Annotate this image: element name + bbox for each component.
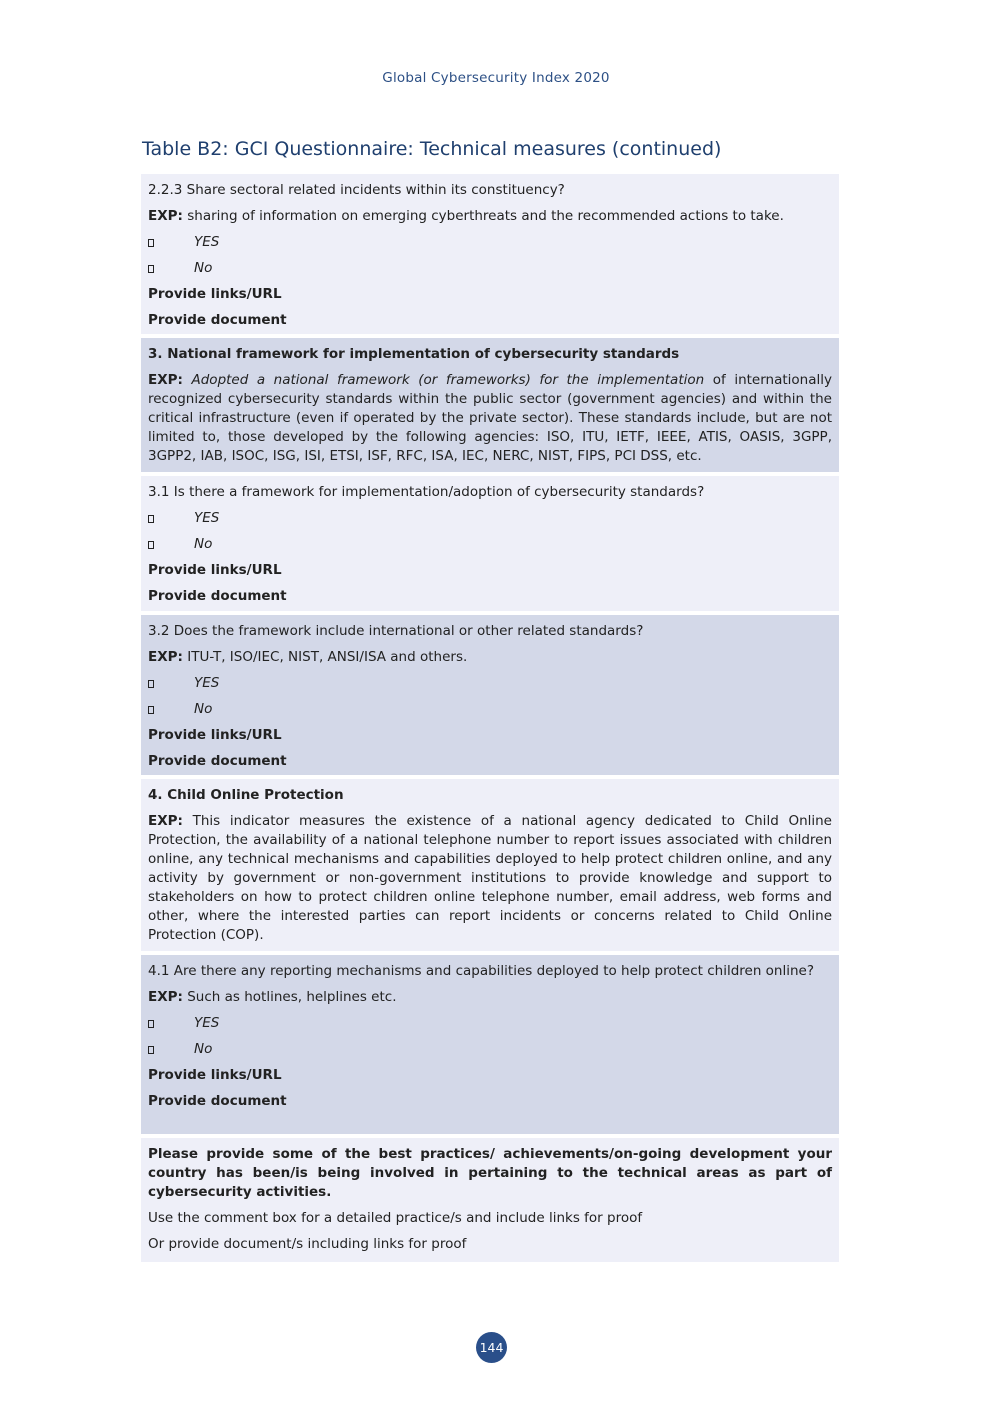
- option-yes-label: YES: [194, 510, 220, 526]
- exp-label: EXP:: [148, 372, 183, 388]
- section-4-heading: 4. Child Online Protection: [148, 787, 344, 803]
- table-title: Table B2: GCI Questionnaire: Technical measures (continued): [142, 138, 722, 160]
- exp-label: EXP:: [148, 208, 183, 224]
- provide-links: Provide links/URL: [148, 562, 282, 578]
- exp-label: EXP:: [148, 989, 183, 1005]
- section-4-exp-text: This indicator measures the existence of a national agency dedicated to Child Online Protection, the availability of a national telephone number to report issues associated with children online, any technical mechanisms and capabilities deployed to help protect children online, and any activity by government or non-government institutions to provide knowledge and support to stakeholders on how to protect children online telephone number, email address, web forms and other, where the interested parties can report incidents or concerns related to Child Online Protection (COP).: [148, 813, 832, 943]
- section-3-block: [141, 338, 839, 472]
- question-2-2-3-block: [141, 174, 839, 334]
- section-3-exp-rest: of internationally recognized cybersecurity standards within the public sector (government agencies) and within the critical infrastructure (even if operated by the private sector). These standards include, but are not limited to, those developed by the following agencies: ISO, ITU, IETF, IEEE, ATIS, OASIS, 3GPP, 3GPP2, IAB, ISOC, ISG, ISI, ETSI, ISF, RFC, ISA, IEC, NERC, NIST, FIPS, PCI DSS, etc.: [148, 372, 833, 464]
- exp-text: sharing of information on emerging cyberthreats and the recommended actions to take.: [187, 208, 784, 224]
- best-practices-document: Or provide document/s including links for proof: [148, 1236, 467, 1252]
- option-no[interactable]: [148, 700, 832, 719]
- provide-links: Provide links/URL: [148, 286, 282, 302]
- question-4-1-exp: [148, 988, 832, 1007]
- exp-label: EXP:: [148, 649, 183, 665]
- question-2-2-3-exp: [148, 207, 832, 226]
- option-yes-label: YES: [194, 675, 220, 691]
- questionnaire-table: [141, 174, 839, 1266]
- option-no[interactable]: [148, 535, 832, 554]
- page-number-badge: 144: [476, 1332, 507, 1363]
- exp-text: ITU-T, ISO/IEC, NIST, ANSI/ISA and others.: [187, 649, 468, 665]
- option-no-label: No: [194, 260, 213, 276]
- provide-document: Provide document: [148, 312, 287, 328]
- checkbox[interactable]: [148, 515, 154, 523]
- question-4-1-block: [141, 955, 839, 1134]
- best-practices-prompt: Please provide some of the best practices/ achievements/on-going development your country has been/is being involved in pertaining to the technical areas as part of cybersecurity activities.: [148, 1146, 832, 1200]
- section-3-heading: 3. National framework for implementation of cybersecurity standards: [148, 346, 680, 362]
- checkbox[interactable]: [148, 1046, 154, 1054]
- checkbox[interactable]: [148, 706, 154, 714]
- question-4-1-text: 4.1 Are there any reporting mechanisms and capabilities deployed to help protect children online?: [148, 963, 815, 979]
- exp-label: EXP:: [148, 813, 183, 829]
- question-3-2-text: 3.2 Does the framework include international or other related standards?: [148, 623, 644, 639]
- option-yes[interactable]: [148, 233, 832, 252]
- checkbox[interactable]: [148, 265, 154, 273]
- option-yes[interactable]: [148, 674, 832, 693]
- best-practices-block: [141, 1138, 839, 1262]
- provide-document: Provide document: [148, 753, 287, 769]
- option-no[interactable]: [148, 1040, 832, 1059]
- option-yes-label: YES: [194, 1015, 220, 1031]
- running-header: Global Cybersecurity Index 2020: [382, 70, 610, 86]
- option-no-label: No: [194, 536, 213, 552]
- provide-links: Provide links/URL: [148, 1067, 282, 1083]
- question-2-2-3-text: 2.2.3 Share sectoral related incidents within its constituency?: [148, 182, 565, 198]
- checkbox[interactable]: [148, 680, 154, 688]
- checkbox[interactable]: [148, 541, 154, 549]
- section-3-exp: [148, 371, 832, 466]
- question-3-2-block: [141, 615, 839, 775]
- option-no-label: No: [194, 701, 213, 717]
- option-yes-label: YES: [194, 234, 220, 250]
- provide-links: Provide links/URL: [148, 727, 282, 743]
- section-4-block: [141, 779, 839, 951]
- option-yes[interactable]: [148, 1014, 832, 1033]
- section-4-exp: [148, 812, 832, 945]
- question-3-2-exp: [148, 648, 832, 667]
- provide-document: Provide document: [148, 588, 287, 604]
- exp-text: Such as hotlines, helplines etc.: [187, 989, 397, 1005]
- option-no-label: No: [194, 1041, 213, 1057]
- checkbox[interactable]: [148, 239, 154, 247]
- section-3-exp-italic: Adopted a national framework (or frameworks) for the implementation: [191, 372, 705, 388]
- option-yes[interactable]: [148, 509, 832, 528]
- provide-document: Provide document: [148, 1093, 287, 1109]
- question-3-1-block: [141, 476, 839, 611]
- checkbox[interactable]: [148, 1020, 154, 1028]
- best-practices-comment: Use the comment box for a detailed practice/s and include links for proof: [148, 1210, 643, 1226]
- option-no[interactable]: [148, 259, 832, 278]
- question-3-1-text: 3.1 Is there a framework for implementation/adoption of cybersecurity standards?: [148, 484, 705, 500]
